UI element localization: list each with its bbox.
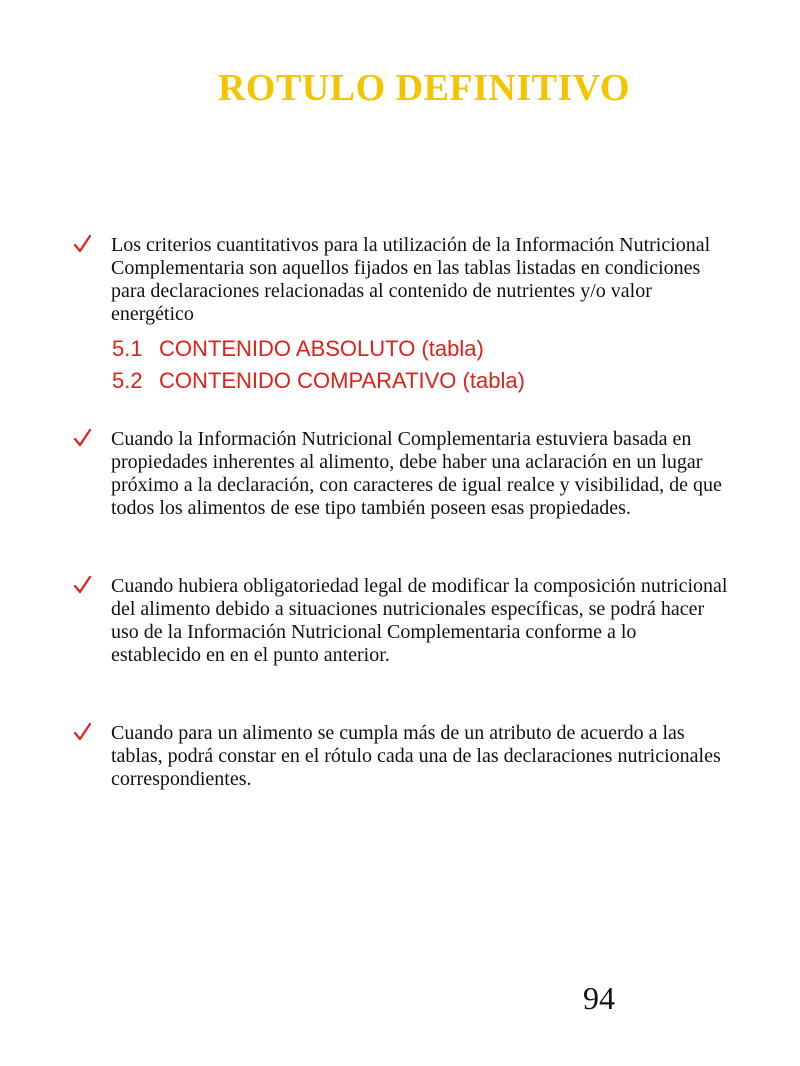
checkmark-icon [74,722,92,742]
bullet-text: Los criterios cuantitativos para la utilización de la Información Nutricional Complementaria son aquellos fijados en las tablas listadas en condiciones para declaraciones relacionadas al contenido de nutrientes y/o valor energético [111,234,711,325]
page-number: 94 [583,980,615,1016]
subitem-number: 5.1 [112,336,143,361]
checkmark-icon [74,428,92,448]
subitem-label: CONTENIDO COMPARATIVO (tabla) [159,368,525,393]
bullet-text: Cuando para un alimento se cumpla más de un atributo de acuerdo a las tablas, podrá constar en el rótulo cada una de las declaraciones nutricionales correspondientes. [111,722,721,790]
checkmark-icon [74,234,92,254]
bullet-text: Cuando la Información Nutricional Complementaria estuviera basada en propiedades inherentes al alimento, debe haber una aclaración en un lugar próximo a la declaración, con caracteres de igual realce y visibilidad, de que todos los alimentos de ese tipo también poseen esas propiedades. [111,428,722,519]
checkmark-icon [74,575,92,595]
bullet-text: Cuando hubiera obligatoriedad legal de modificar la composición nutricional del alimento debido a situaciones nutricionales específicas, se podrá hacer uso de la Información Nutricional Complementaria conforme a lo establecido en en el punto anterior. [111,575,728,666]
subitem-contenido-comparativo [112,368,525,394]
subitem-label: CONTENIDO ABSOLUTO (tabla) [159,336,484,361]
subitem-contenido-absoluto [112,336,484,362]
page-title: ROTULO DEFINITIVO [217,67,631,109]
subitem-number: 5.2 [112,368,143,393]
